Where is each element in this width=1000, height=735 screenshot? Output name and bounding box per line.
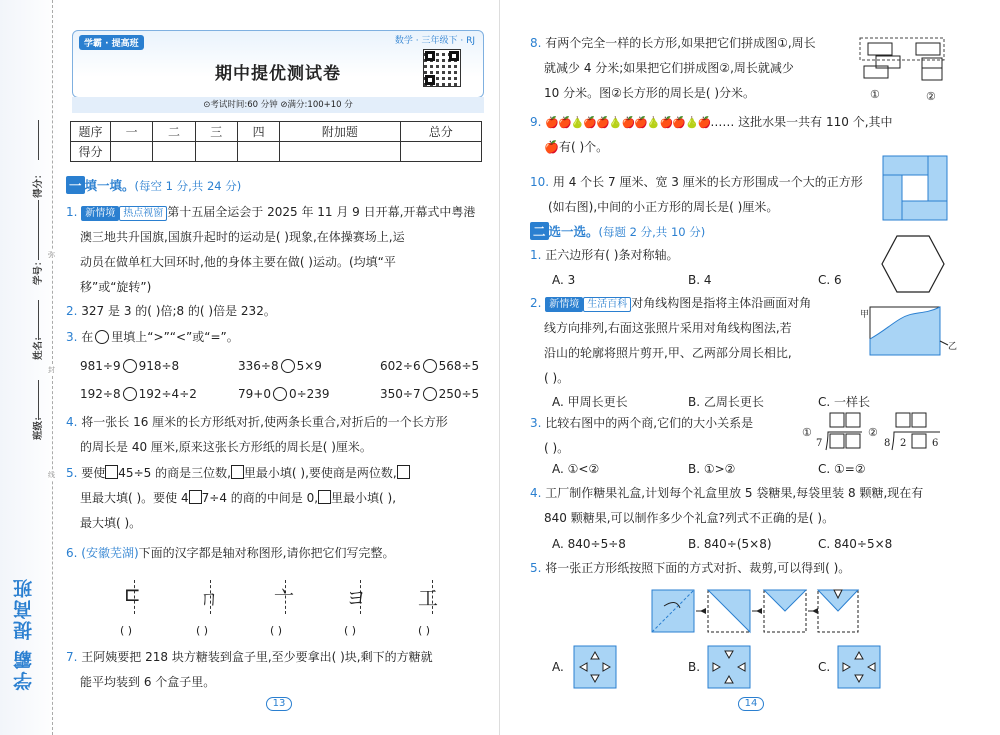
section-points: (每题 2 分,共 10 分) (598, 225, 706, 239)
choice-5: 5. 将一张正方形纸按照下面的方式对折、裁剪,可以得到( )。 (530, 561, 851, 575)
question-line: 4. 将一张长 16 厘米的长方形纸对折,使两条长重合,对折后的一个长方形 (66, 415, 448, 429)
page-number-left: 13 (266, 697, 292, 711)
question-line: 能平均装到 6 个盒子里。 (80, 675, 216, 689)
fig2-rect-b (922, 68, 942, 80)
question-number: 5. (530, 561, 542, 575)
question-line: 10 分米。图②长方形的周长是( )分米。 (544, 86, 756, 100)
question-4 (66, 410, 496, 460)
seal-char-3: 线 (48, 471, 55, 479)
question-line: 8. 有两个完全一样的长方形,如果把它们拼成图①,周长 (530, 36, 816, 50)
question-7 (66, 645, 496, 695)
compare-item: 192÷8 192÷4÷2 (80, 387, 197, 401)
section-1-heading (66, 176, 241, 194)
compare-item: 602÷6 568÷5 (380, 359, 480, 373)
table-cell: 附加题 (280, 122, 400, 142)
fig1-rect-b (916, 43, 940, 55)
folding-steps-figure (650, 588, 860, 636)
digit-box-icon (912, 413, 926, 427)
exam-header (72, 30, 484, 98)
tag-life-encyclopedia: 生活百科 (583, 297, 631, 312)
section-title: 选一选。 (548, 224, 599, 239)
choice-4 (530, 481, 990, 531)
hexagon-figure (880, 234, 946, 294)
marker-2: ② (868, 426, 878, 439)
exam-info: ⊙考试时间:60 分钟 ⊘满分:100+10 分 (72, 97, 484, 113)
question-line: 线方向排列,右面这张照片采用对角线构图法,若 (544, 321, 792, 335)
question-number: 10. (530, 175, 550, 189)
tag-new-context: 新情境 (545, 297, 583, 312)
question-line: ( )。 (544, 371, 570, 385)
digit-box-input[interactable] (189, 490, 202, 504)
choice-2 (530, 291, 880, 391)
binding-class-label: 班级： (33, 411, 44, 440)
marker-1: ① (802, 426, 812, 439)
question-line: 9. 🍎🍎🍐🍎🍎🍐🍎🍎🍐🍎🍎🍐🍎…… 这批水果一共有 110 个,其中 (530, 115, 893, 129)
score-table-score-row (71, 142, 482, 162)
question-line: 最大填( )。 (80, 516, 142, 530)
half-char-gu: 亠 (274, 586, 294, 610)
option-c-figure[interactable] (836, 644, 882, 690)
question-line: 🍎有( )个。 (544, 140, 609, 154)
digit-box-icon (896, 413, 910, 427)
choice-2-option-b[interactable]: B. 乙周长更长 (688, 395, 764, 409)
digit-box-icon (397, 465, 410, 479)
choice-1-option-a[interactable]: A. 3 (552, 273, 576, 287)
question-line: 澳三地共升国旗,国旗升起时的运动是( )现象,在体操赛场上,运 (80, 230, 405, 244)
digit-box-icon (846, 413, 860, 427)
binding-name-label: 姓名： (33, 331, 44, 360)
choice-3-option-b[interactable]: B. ①>② (688, 462, 736, 476)
label-pointer (940, 341, 948, 345)
question-10 (530, 170, 890, 220)
choice-4-option-c[interactable]: C. 840÷5×8 (818, 537, 893, 551)
question-line: 5. 要使 45÷5 的商是三位数, 里最小填( ),要使商是两位数, (66, 461, 496, 486)
question-number: 7. (66, 650, 78, 664)
question-number: 4. (530, 486, 542, 500)
question-number: 3. (530, 416, 542, 430)
score-table (70, 121, 482, 162)
exam-title: 期中提优测试卷 (215, 64, 341, 84)
question-line: 的周长是 40 厘米,原来这张长方形纸的周长是( )厘米。 (80, 440, 372, 454)
right-page (500, 0, 1000, 735)
choice-5-option-c[interactable]: C. (818, 660, 831, 674)
binding-score-label: 得分： (33, 169, 44, 198)
section-title: 填一填。 (84, 178, 135, 193)
qr-code-icon[interactable] (423, 49, 461, 87)
section-points: (每空 1 分,共 24 分) (134, 179, 242, 193)
mountain-photo-figure (860, 305, 960, 359)
score-table-header-row (71, 122, 482, 142)
dividend-digit: 6 (932, 438, 939, 449)
compare-circle-input[interactable] (423, 387, 437, 401)
hexagon-shape (882, 236, 944, 292)
question-region: (安徽芜湖) (81, 546, 139, 560)
binding-id-label: 学号： (33, 256, 44, 285)
question-line: 3. 比较右图中的两个商,它们的大小关系是 (530, 416, 754, 430)
choice-3 (530, 411, 830, 461)
digit-box-icon (830, 434, 844, 448)
binding-id-line (38, 200, 39, 260)
question-5 (66, 461, 496, 536)
divisor-1: 7 (816, 438, 823, 449)
page-number-right: 14 (738, 697, 764, 711)
question-1 (66, 200, 496, 300)
question-line: 2. 新情境 生活百科 对角线构图是指将主体沿画面对角 (530, 296, 812, 310)
fruit-pattern: 🍎🍎🍐🍎🍎🍐🍎🍎🍐🍎🍎🍐🍎 (545, 116, 711, 129)
question-text: 里填上“>”“<”或“=”。 (111, 330, 239, 344)
table-cell: 二 (153, 122, 195, 142)
question-line: 7. 王阿姨要把 218 块方糖装到盒子里,至少要拿出( )块,剩下的方糖就 (66, 650, 433, 664)
choice-2-option-a[interactable]: A. 甲周长更长 (552, 395, 628, 409)
digit-box-icon (912, 434, 926, 448)
choice-1: 1. 正六边形有( )条对称轴。 (530, 248, 679, 262)
fig1-rect-a (868, 43, 892, 55)
score-input-cell[interactable] (195, 142, 237, 162)
question-number: 1. (530, 248, 542, 262)
question-line: 840 颗糖果,可以制作多少个礼盒?列式不正确的是( )。 (544, 511, 835, 525)
compare-item: 350÷7 250÷5 (380, 387, 480, 401)
table-cell: 三 (195, 122, 237, 142)
table-cell: 四 (237, 122, 279, 142)
question-number: 9. (530, 115, 542, 129)
question-number: 3. (66, 330, 78, 344)
half-char-san: ヨ (346, 586, 366, 610)
dividend-digit: 2 (900, 438, 907, 449)
table-cell: 得分 (71, 142, 111, 162)
compare-circle-input[interactable] (423, 359, 437, 373)
half-char-gong: 工 (418, 586, 438, 610)
answer-paren[interactable]: ( ) (270, 624, 283, 637)
score-input-cell[interactable] (153, 142, 195, 162)
choice-1-option-c[interactable]: C. 6 (818, 273, 842, 287)
half-char-ri: ⊏ (124, 582, 141, 606)
binding-margin (0, 0, 60, 735)
answer-paren[interactable]: ( ) (418, 624, 431, 637)
question-line: 10. 用 4 个长 7 厘米、宽 3 厘米的长方形围成一个大的正方形 (530, 175, 863, 189)
question-line (66, 200, 496, 225)
binding-class-line (38, 380, 39, 420)
question-number: 8. (530, 36, 542, 50)
choice-4-option-a[interactable]: A. 840÷5÷8 (552, 537, 626, 551)
fig1-label: ① (870, 88, 880, 101)
half-characters (120, 580, 450, 620)
binding-score-line (38, 120, 39, 160)
fig1-outline (860, 38, 944, 60)
compare-item: 79+0 0÷239 (238, 387, 330, 401)
question-2 (66, 299, 496, 324)
option-a-figure[interactable] (572, 644, 618, 690)
digit-box-icon (830, 413, 844, 427)
section-2-heading (530, 222, 705, 240)
question-9 (530, 110, 990, 160)
answer-parens-row (120, 624, 460, 640)
question-number: 1. (66, 205, 78, 219)
question-number: 6. (66, 546, 78, 560)
fig2-label: ② (926, 90, 936, 103)
question-text: 第十五届全运会于 2025 年 11 月 9 日开幕,开幕式中粤港 (167, 205, 476, 219)
division-figure (800, 410, 945, 454)
question-line: 动员在做单杠大回环时,他的身体主要在做( )运动。(均填“平 (80, 255, 396, 269)
digit-box-icon (846, 434, 860, 448)
question-line: (如右图),中间的小正方形的周长是( )厘米。 (548, 200, 779, 214)
option-b-figure[interactable] (706, 644, 752, 690)
seal-char-2: 封 (48, 366, 55, 374)
compare-circle-input[interactable] (123, 359, 137, 373)
rectangles-figure (856, 36, 956, 106)
tag-hot-topic: 热点视窗 (119, 206, 167, 221)
choice-3-option-a[interactable]: A. ①<② (552, 462, 600, 476)
series-badge: 学霸 · 提高班 (79, 35, 144, 50)
question-number: 5. (66, 466, 78, 480)
square-frame-figure (882, 155, 948, 221)
question-8 (530, 31, 860, 106)
answer-paren[interactable]: ( ) (120, 624, 133, 637)
choice-5-option-b[interactable]: B. (688, 660, 701, 674)
apple-icon: 🍎 (544, 140, 559, 154)
subject-label: 数学 · 三年级下 · RJ (394, 36, 475, 46)
question-line: 就减少 4 分米;如果把它们拼成图②,周长就减少 (544, 61, 794, 75)
answer-paren[interactable]: ( ) (344, 624, 357, 637)
question-6: 6. (安徽芜湖)下面的汉字都是轴对称图形,请你把它们写完整。 (66, 546, 395, 560)
question-number: 2. (66, 304, 78, 318)
score-input-cell[interactable] (400, 142, 481, 162)
tag-new-context: 新情境 (81, 206, 119, 221)
table-cell: 一 (111, 122, 153, 142)
half-char-zhong: ㄇ (199, 586, 219, 610)
choice-4-option-b[interactable]: B. 840÷(5×8) (688, 537, 772, 551)
question-text: 在 (81, 330, 94, 344)
compare-circle-input[interactable] (123, 387, 137, 401)
question-text: 327 是 3 的( )倍;8 的( )倍是 232。 (81, 304, 276, 318)
compare-circle-input[interactable] (281, 359, 295, 373)
choice-5-option-a[interactable]: A. (552, 660, 564, 674)
label-yi: 乙 (948, 342, 958, 352)
brand-logo (10, 577, 52, 717)
choice-2-option-c[interactable]: C. 一样长 (818, 395, 871, 409)
label-jia: 甲 (860, 310, 870, 320)
question-number: 4. (66, 415, 78, 429)
choice-1-option-b[interactable]: B. 4 (688, 273, 712, 287)
question-line: 里最大填( )。要使 4 7÷4 的商的中间是 0, 里最小填( ), (80, 491, 397, 505)
compare-circle-icon (95, 330, 109, 344)
section-number: 一 (66, 176, 85, 194)
compare-circle-input[interactable] (273, 387, 287, 401)
digit-box-icon (231, 465, 244, 479)
table-cell: 题序 (71, 122, 111, 142)
choice-3-option-c[interactable]: C. ①=② (818, 462, 866, 476)
question-3 (66, 325, 496, 350)
score-input-cell[interactable] (280, 142, 400, 162)
inner-square (902, 175, 928, 201)
compare-item: 981÷9 918÷8 (80, 359, 180, 373)
seal-char-1: 弥 (48, 251, 55, 259)
question-number: 2. (530, 296, 542, 310)
table-cell: 总分 (400, 122, 481, 142)
question-line: 4. 工厂制作糖果礼盒,计划每个礼盒里放 5 袋糖果,每袋里装 8 颗糖,现在有 (530, 486, 924, 500)
score-input-cell[interactable] (237, 142, 279, 162)
section-number: 二 (530, 222, 549, 240)
answer-paren[interactable]: ( ) (196, 624, 209, 637)
digit-box-icon (318, 490, 331, 504)
brand-text: 学霸 提高班 (13, 577, 35, 691)
question-line: ( )。 (544, 441, 570, 455)
question-line: 移”或“旋转”) (80, 280, 152, 294)
compare-item: 336÷8 5×9 (238, 359, 322, 373)
digit-box-input[interactable] (105, 465, 118, 479)
divisor-2: 8 (884, 438, 891, 449)
question-line: 沿山的轮廓将照片剪开,甲、乙两部分周长相比, (544, 346, 792, 360)
score-input-cell[interactable] (111, 142, 153, 162)
binding-name-line (38, 300, 39, 340)
